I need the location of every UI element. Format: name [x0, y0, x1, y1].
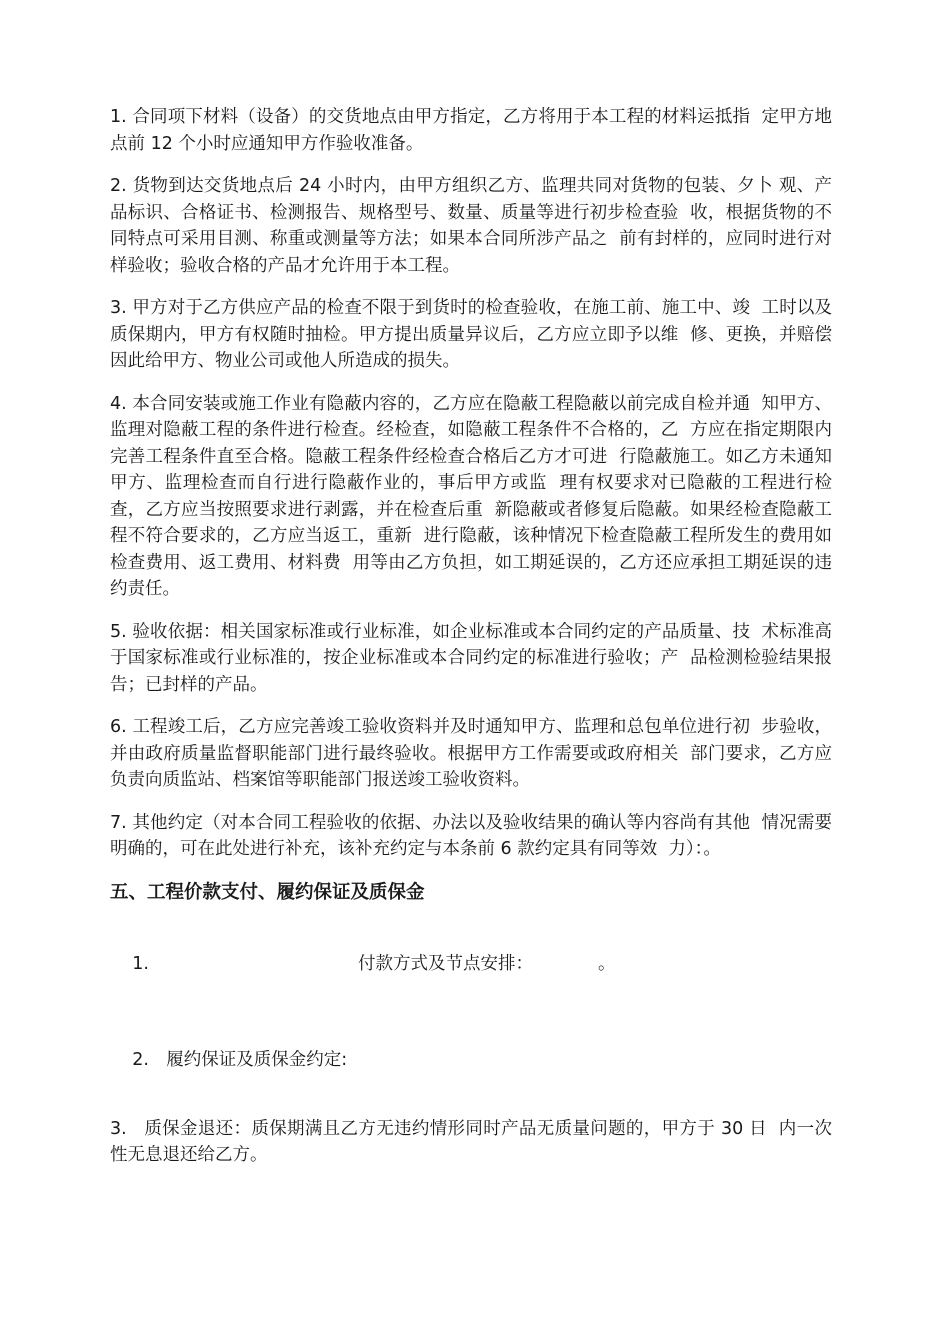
item-number: 2. — [132, 1049, 149, 1070]
item-text: 质保金退还：质保期满且乙方无违约情形同时产品无质量问题的，甲方于 30 日 内一次性无息退还给乙方。 — [110, 1118, 832, 1165]
document-page — [110, 104, 832, 1185]
clause-paragraph-6: 6. 工程竣工后，乙方应完善竣工验收资料并及时通知甲方、监理和总包单位进行初 步验收，并由政府质量监督职能部门进行最终验收。根据甲方工作需要或政府相关 部门要求，乙方应负责向质监站、档案馆等职能部门报送竣工验收资料。 — [110, 717, 832, 790]
item-number: 1. — [132, 954, 149, 974]
payment-item-1 — [110, 925, 832, 1005]
clause-paragraph-2: 2. 货物到达交货地点后 24 小时内，由甲方组织乙方、监理共同对货物的包装、夕卜 观、产品标识、合格证书、检测报告、规格型号、数量、质量等进行初步检查验 收，根据货物的不同特点可采用目测、称重或测量等方法；如果本合同所涉产品之 前有封样的，应同时进行对样验收；验收合格的产品才允许用于本工程。 — [110, 176, 832, 276]
payment-item-3 — [110, 1116, 832, 1169]
item-text: 付款方式及节点安排： — [358, 954, 533, 974]
item-text: 履约保证及质保金约定: — [166, 1049, 348, 1070]
clause-paragraph-3: 3. 甲方对于乙方供应产品的检查不限于到货时的检查验收，在施工前、施工中、竣 工时以及质保期内，甲方有权随时抽检。甲方提出质量异议后，乙方应立即予以维 修、更换，并赔偿因此给甲方、物业公司或他人所造成的损失。 — [110, 298, 832, 371]
item-tail: 。 — [598, 954, 616, 974]
payment-item-2 — [110, 1020, 832, 1100]
clause-paragraph-1: 1. 合同项下材料（设备）的交货地点由甲方指定，乙方将用于本工程的材料运抵指 定甲方地点前 12 个小时应通知甲方作验收准备。 — [110, 107, 832, 154]
item-number: 3. — [110, 1118, 127, 1139]
section-heading: 五、工程价款支付、履约保证及质保金 — [110, 881, 425, 903]
clause-paragraph-5: 5. 验收依据：相关国家标准或行业标准，如企业标准或本合同约定的产品质量、技 术标准高于国家标准或行业标准的，按企业标准或本合同约定的标准进行验收；产 品检测检验结果报告；已封样的产品。 — [110, 621, 832, 695]
clause-paragraph-7: 7. 其他约定（对本合同工程验收的依据、办法以及验收结果的确认等内容尚有其他 情况需要明确的，可在此处进行补充，该补充约定与本条前 6 款约定具有同等效 力）：。 — [110, 812, 832, 859]
clause-paragraph-4: 4. 本合同安装或施工作业有隐蔽内容的，乙方应在隐蔽工程隐蔽以前完成自检并通 知甲方、监理对隐蔽工程的条件进行检查。经检查，如隐蔽工程条件不合格的，乙 方应在指定期限内完善工程条件直至合格。隐蔽工程条件经检查合格后乙方才可进 行隐蔽施工。如乙方未通知甲方、监理检查而自行进行隐蔽作业的，事后甲方或监 理有权要求对已隐蔽的工程进行检查，乙方应当按照要求进行剥露，并在检查后重 新隐蔽或者修复后隐蔽。如果经检查隐蔽工程不符合要求的，乙方应当返工，重新 进行隐蔽，该种情况下检查隐蔽工程所发生的费用如检查费用、返工费用、材料费 用等由乙方负担，如工期延误的，乙方还应承担工期延误的违约责任。 — [110, 393, 832, 599]
